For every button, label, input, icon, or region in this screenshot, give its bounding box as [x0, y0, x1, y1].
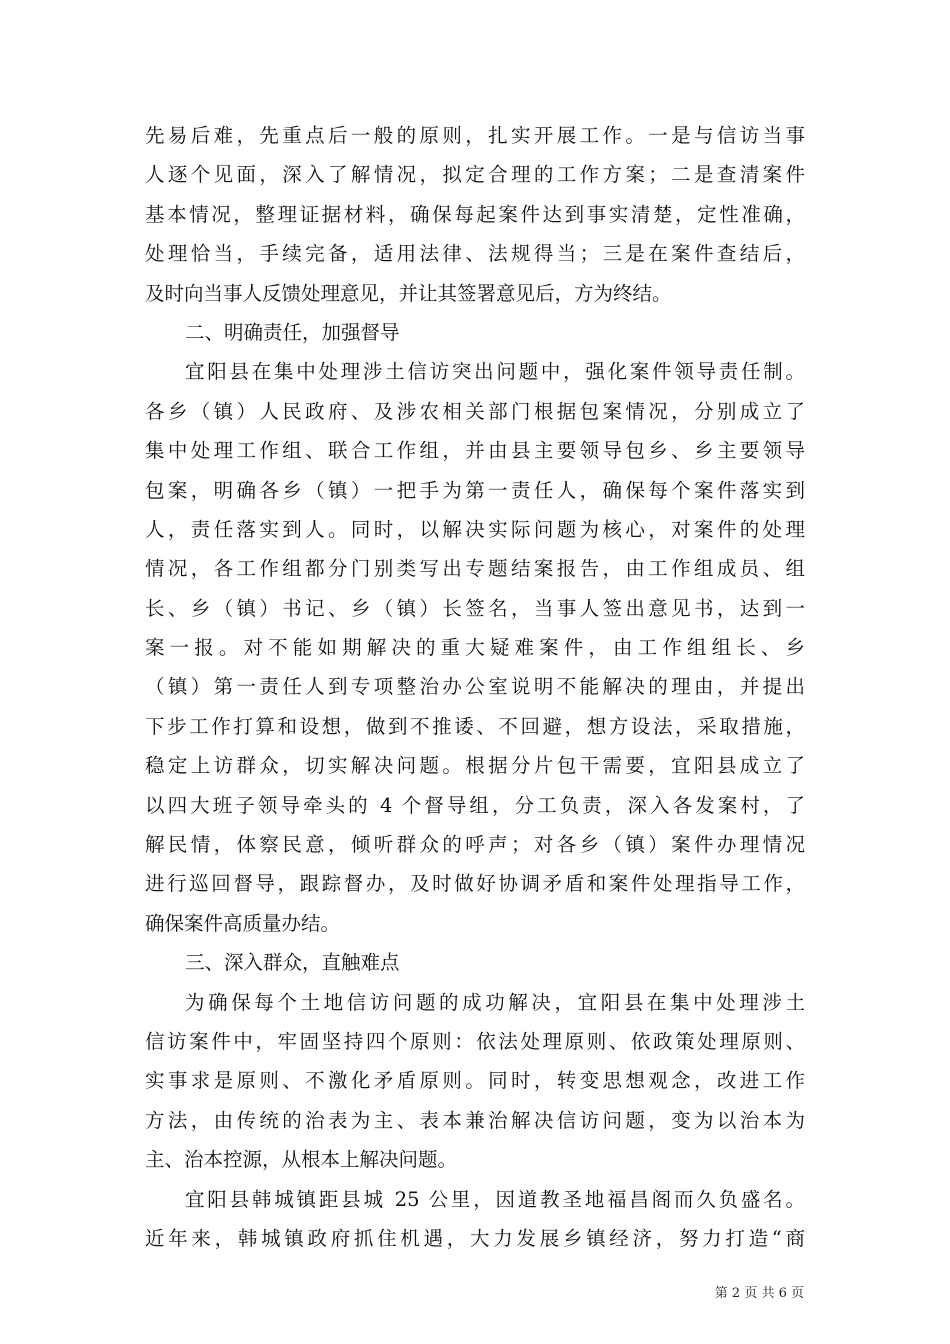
text-line: 人，责任落实到人。同时，以解决实际问题为核心，对案件的处理	[145, 517, 805, 541]
document-body	[145, 116, 805, 1258]
text-line: 二、明确责任，加强督导	[185, 320, 400, 344]
text-line: 解民情，体察民意，倾听群众的呼声；对各乡（镇）案件办理情况	[145, 833, 805, 857]
text-line: 以四大班子领导牵头的 4 个督导组，分工负责，深入各发案村，了	[145, 793, 805, 817]
text-line: 宜阳县韩城镇距县城 25 公里，因道教圣地福昌阁而久负盛名。	[185, 1187, 805, 1211]
text-line: 案一报。对不能如期解决的重大疑难案件，由工作组组长、乡	[145, 636, 805, 660]
text-line: 稳定上访群众，切实解决问题。根据分片包干需要，宜阳县成立了	[145, 754, 805, 778]
text-line: 信访案件中，牢固坚持四个原则：依法处理原则、依政策处理原则、	[145, 1029, 805, 1053]
text-line: 宜阳县在集中处理涉土信访突出问题中，强化案件领导责任制。	[185, 360, 805, 384]
text-line: 长、乡（镇）书记、乡（镇）长签名，当事人签出意见书，达到一	[145, 596, 805, 620]
text-line: 为确保每个土地信访问题的成功解决，宜阳县在集中处理涉土	[185, 990, 805, 1014]
text-line: 集中处理工作组、联合工作组，并由县主要领导包乡、乡主要领导	[145, 439, 805, 463]
text-line: 方法，由传统的治表为主、表本兼治解决信访问题，变为以治本为	[145, 1108, 805, 1132]
text-line: 各乡（镇）人民政府、及涉农相关部门根据包案情况，分别成立了	[145, 399, 805, 423]
text-line: 三、深入群众，直触难点	[185, 951, 400, 975]
page-number: 第 2 页 共 6 页	[714, 1286, 804, 1301]
text-line: 先易后难，先重点后一般的原则，扎实开展工作。一是与信访当事	[145, 124, 805, 147]
text-line: 处理恰当，手续完备，适用法律、法规得当；三是在案件查结后，	[145, 242, 805, 266]
text-line: 基本情况，整理证据材料，确保每起案件达到事实清楚，定性准确，	[145, 202, 805, 226]
text-line: 近年来，韩城镇政府抓住机遇，大力发展乡镇经济，努力打造“商	[145, 1226, 805, 1250]
text-line: 及时向当事人反馈处理意见，并让其签署意见后，方为终结。	[145, 281, 672, 305]
text-line: 下步工作打算和设想，做到不推诿、不回避，想方设法，采取措施，	[145, 714, 805, 738]
text-line: 实事求是原则、不激化矛盾原则。同时，转变思想观念，改进工作	[145, 1069, 805, 1093]
text-line: 人逐个见面，深入了解情况，拟定合理的工作方案；二是查清案件	[145, 163, 805, 187]
text-line: 主、治本控源，从根本上解决问题。	[145, 1148, 458, 1172]
text-line: 进行巡回督导，跟踪督办，及时做好协调矛盾和案件处理指导工作，	[145, 872, 805, 896]
text-line: 确保案件高质量办结。	[145, 911, 341, 935]
text-line: 情况，各工作组都分门别类写出专题结案报告，由工作组成员、组	[145, 557, 805, 581]
text-line: 包案，明确各乡（镇）一把手为第一责任人，确保每个案件落实到	[145, 478, 805, 502]
text-line: （镇）第一责任人到专项整治办公室说明不能解决的理由，并提出	[145, 675, 805, 699]
